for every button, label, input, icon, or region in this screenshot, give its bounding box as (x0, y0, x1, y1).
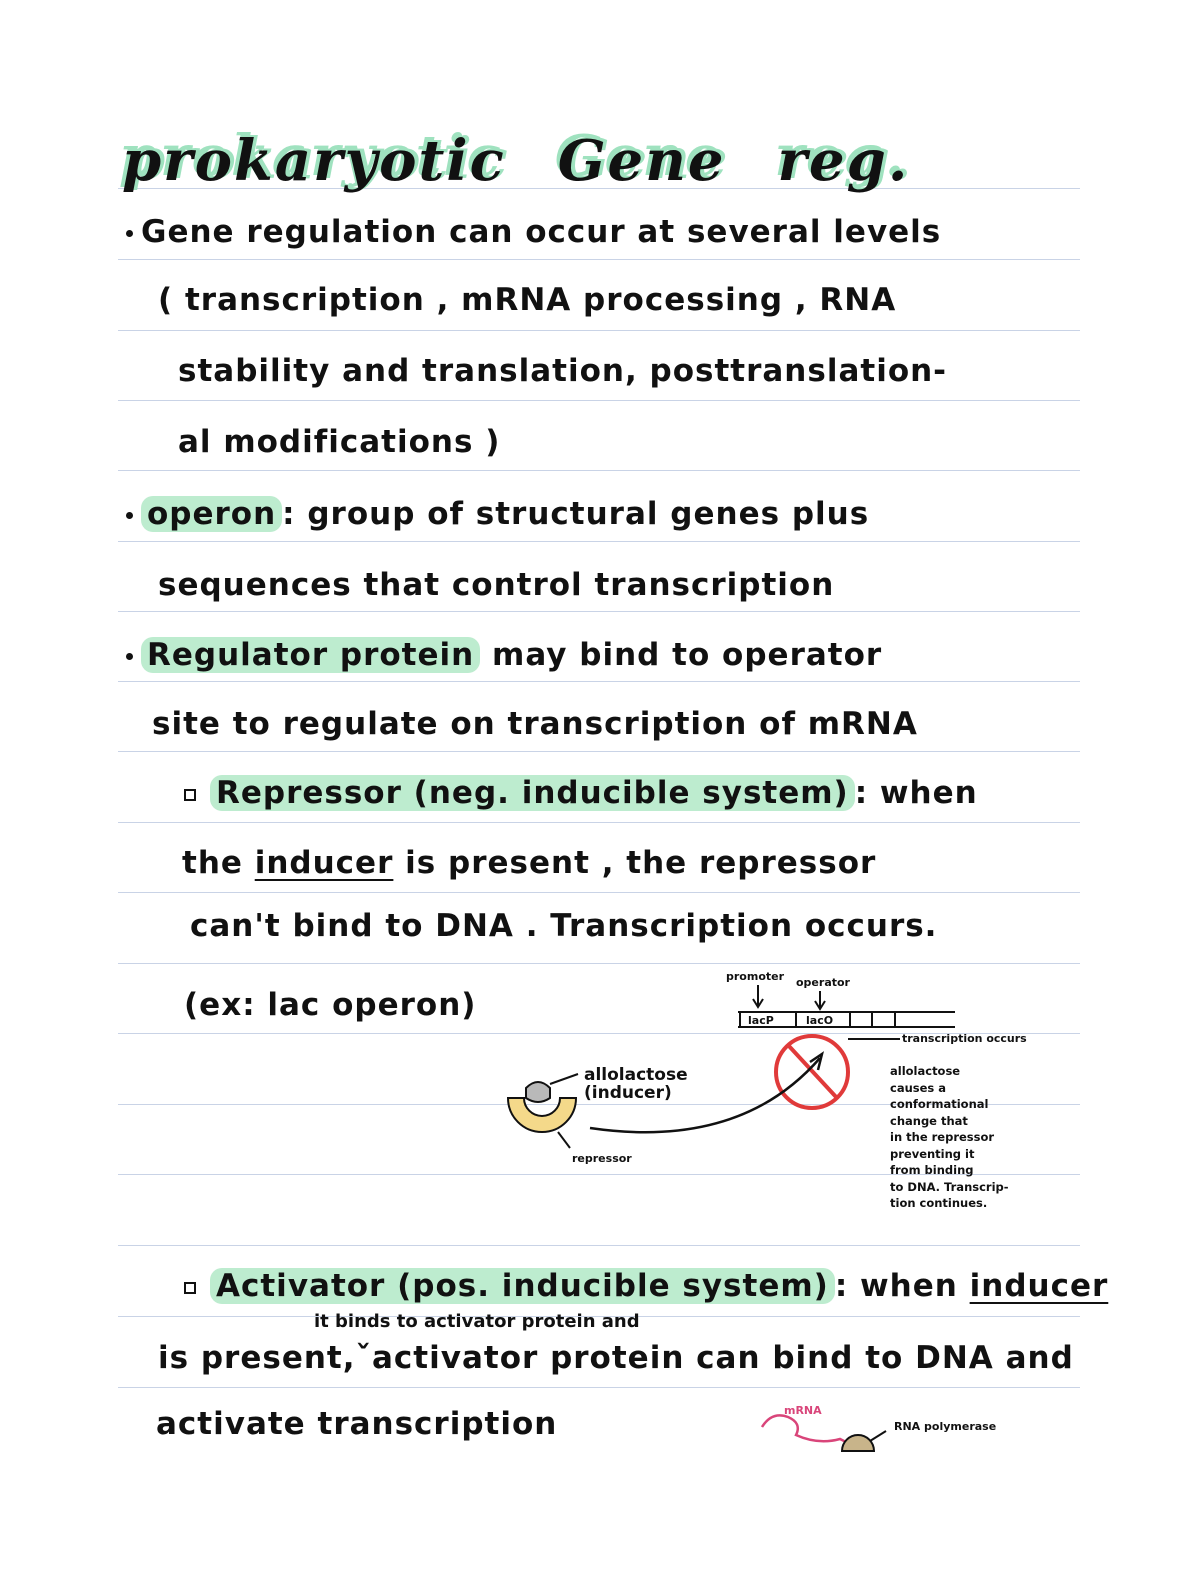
note-line-9 (184, 773, 978, 813)
mrna-strand (762, 1415, 852, 1445)
side-note-line: conformational (890, 1097, 989, 1111)
repressor-shape (508, 1098, 576, 1132)
side-note-line: preventing it (890, 1146, 975, 1161)
label-transcription-occurs: transcription occurs (902, 1032, 1027, 1045)
mrna-diagram (758, 1405, 898, 1455)
bullet-icon (126, 230, 133, 237)
ruled-line (118, 470, 1080, 471)
ruled-line (118, 541, 1080, 542)
label-inducer: (inducer) (584, 1083, 672, 1103)
highlighted-term-repressor: Repressor (neg. inducible system) (210, 775, 855, 811)
inserted-note: it binds to activator protein and (314, 1311, 640, 1332)
page-title (122, 128, 909, 194)
note-line-14: is present,ˇactivator protein can bind to DNA and (158, 1340, 1074, 1376)
label-allolactose: allolactose (584, 1065, 688, 1085)
label-lacP: lacP (748, 1014, 774, 1027)
square-bullet-icon (184, 1282, 196, 1294)
down-arrow-icon (753, 985, 763, 1007)
side-note-line: change that (890, 1113, 968, 1128)
down-arrow-icon (815, 991, 825, 1009)
note-line-12: (ex: lac operon) (184, 987, 477, 1023)
side-note-line: to DNA. Transcrip- (890, 1179, 1009, 1194)
square-bullet-icon (184, 789, 196, 801)
note-line-13 (184, 1266, 1108, 1306)
ruled-line (118, 611, 1080, 612)
note-text: Gene regulation can occur at several levels (141, 214, 942, 250)
note-line-10 (182, 843, 876, 883)
ruled-line (118, 1387, 1080, 1388)
ruled-line (118, 751, 1080, 752)
note-line-3: stability and translation, posttranslation- (178, 353, 948, 389)
label-rna-polymerase: RNA polymerase (894, 1420, 997, 1433)
ruled-line (118, 681, 1080, 682)
rna-polymerase-shape (842, 1435, 874, 1451)
bullet-icon (126, 512, 133, 519)
side-note-line: in the repressor (890, 1130, 995, 1144)
note-text: : when (854, 775, 978, 811)
side-note-line: from binding (890, 1163, 974, 1177)
ruled-line (118, 400, 1080, 401)
ruled-line (118, 330, 1080, 331)
label-lacO: lacO (806, 1014, 834, 1027)
bullet-icon (126, 653, 133, 660)
title-word-1: prokaryotic (122, 128, 506, 194)
label-mrna: mRNA (784, 1404, 822, 1417)
side-note-line: causes a (890, 1080, 947, 1095)
note-text: may bind to operator (492, 637, 883, 673)
note-text: the (182, 845, 243, 881)
underlined-inducer: inducer (969, 1268, 1109, 1304)
ruled-line (118, 259, 1080, 260)
ruled-line (118, 963, 1080, 964)
highlighted-term-operon: operon (141, 496, 282, 532)
title-word-2: Gene (557, 128, 726, 194)
pointer-line (550, 1074, 578, 1084)
label-operator: operator (796, 976, 850, 989)
underlined-inducer: inducer (254, 845, 394, 881)
note-line-7 (126, 635, 882, 675)
highlighted-term-activator: Activator (pos. inducible system) (210, 1268, 835, 1304)
note-line-2: ( transcription , mRNA processing , RNA (158, 282, 897, 318)
side-note-line: allolactose (890, 1064, 961, 1078)
title-word-3: reg. (777, 128, 910, 194)
note-line-8: site to regulate on transcription of mRNA (152, 706, 918, 742)
repressor-diagram (500, 1040, 860, 1150)
note-line-11: can't bind to DNA . Transcription occurs. (190, 908, 938, 944)
pointer-line (870, 1431, 886, 1441)
note-line-4: al modifications ) (178, 424, 501, 460)
side-note-line: tion continues. (890, 1196, 988, 1210)
note-text: : when (834, 1268, 958, 1304)
note-line-5 (126, 494, 869, 534)
note-text: is present , the repressor (405, 845, 877, 881)
ruled-line (118, 1245, 1080, 1246)
label-promoter: promoter (726, 970, 785, 983)
note-line-6: sequences that control transcription (158, 567, 835, 603)
highlighted-term-regulator: Regulator protein (141, 637, 480, 673)
side-note (890, 1063, 1060, 1212)
note-line-1 (126, 212, 941, 252)
ruled-line (118, 892, 1080, 893)
label-repressor: repressor (572, 1152, 632, 1165)
note-text: : group of structural genes plus (282, 496, 870, 532)
ruled-line (118, 822, 1080, 823)
pointer-line (558, 1132, 570, 1148)
note-line-15: activate transcription (156, 1406, 558, 1442)
allolactose-shape (526, 1082, 550, 1102)
